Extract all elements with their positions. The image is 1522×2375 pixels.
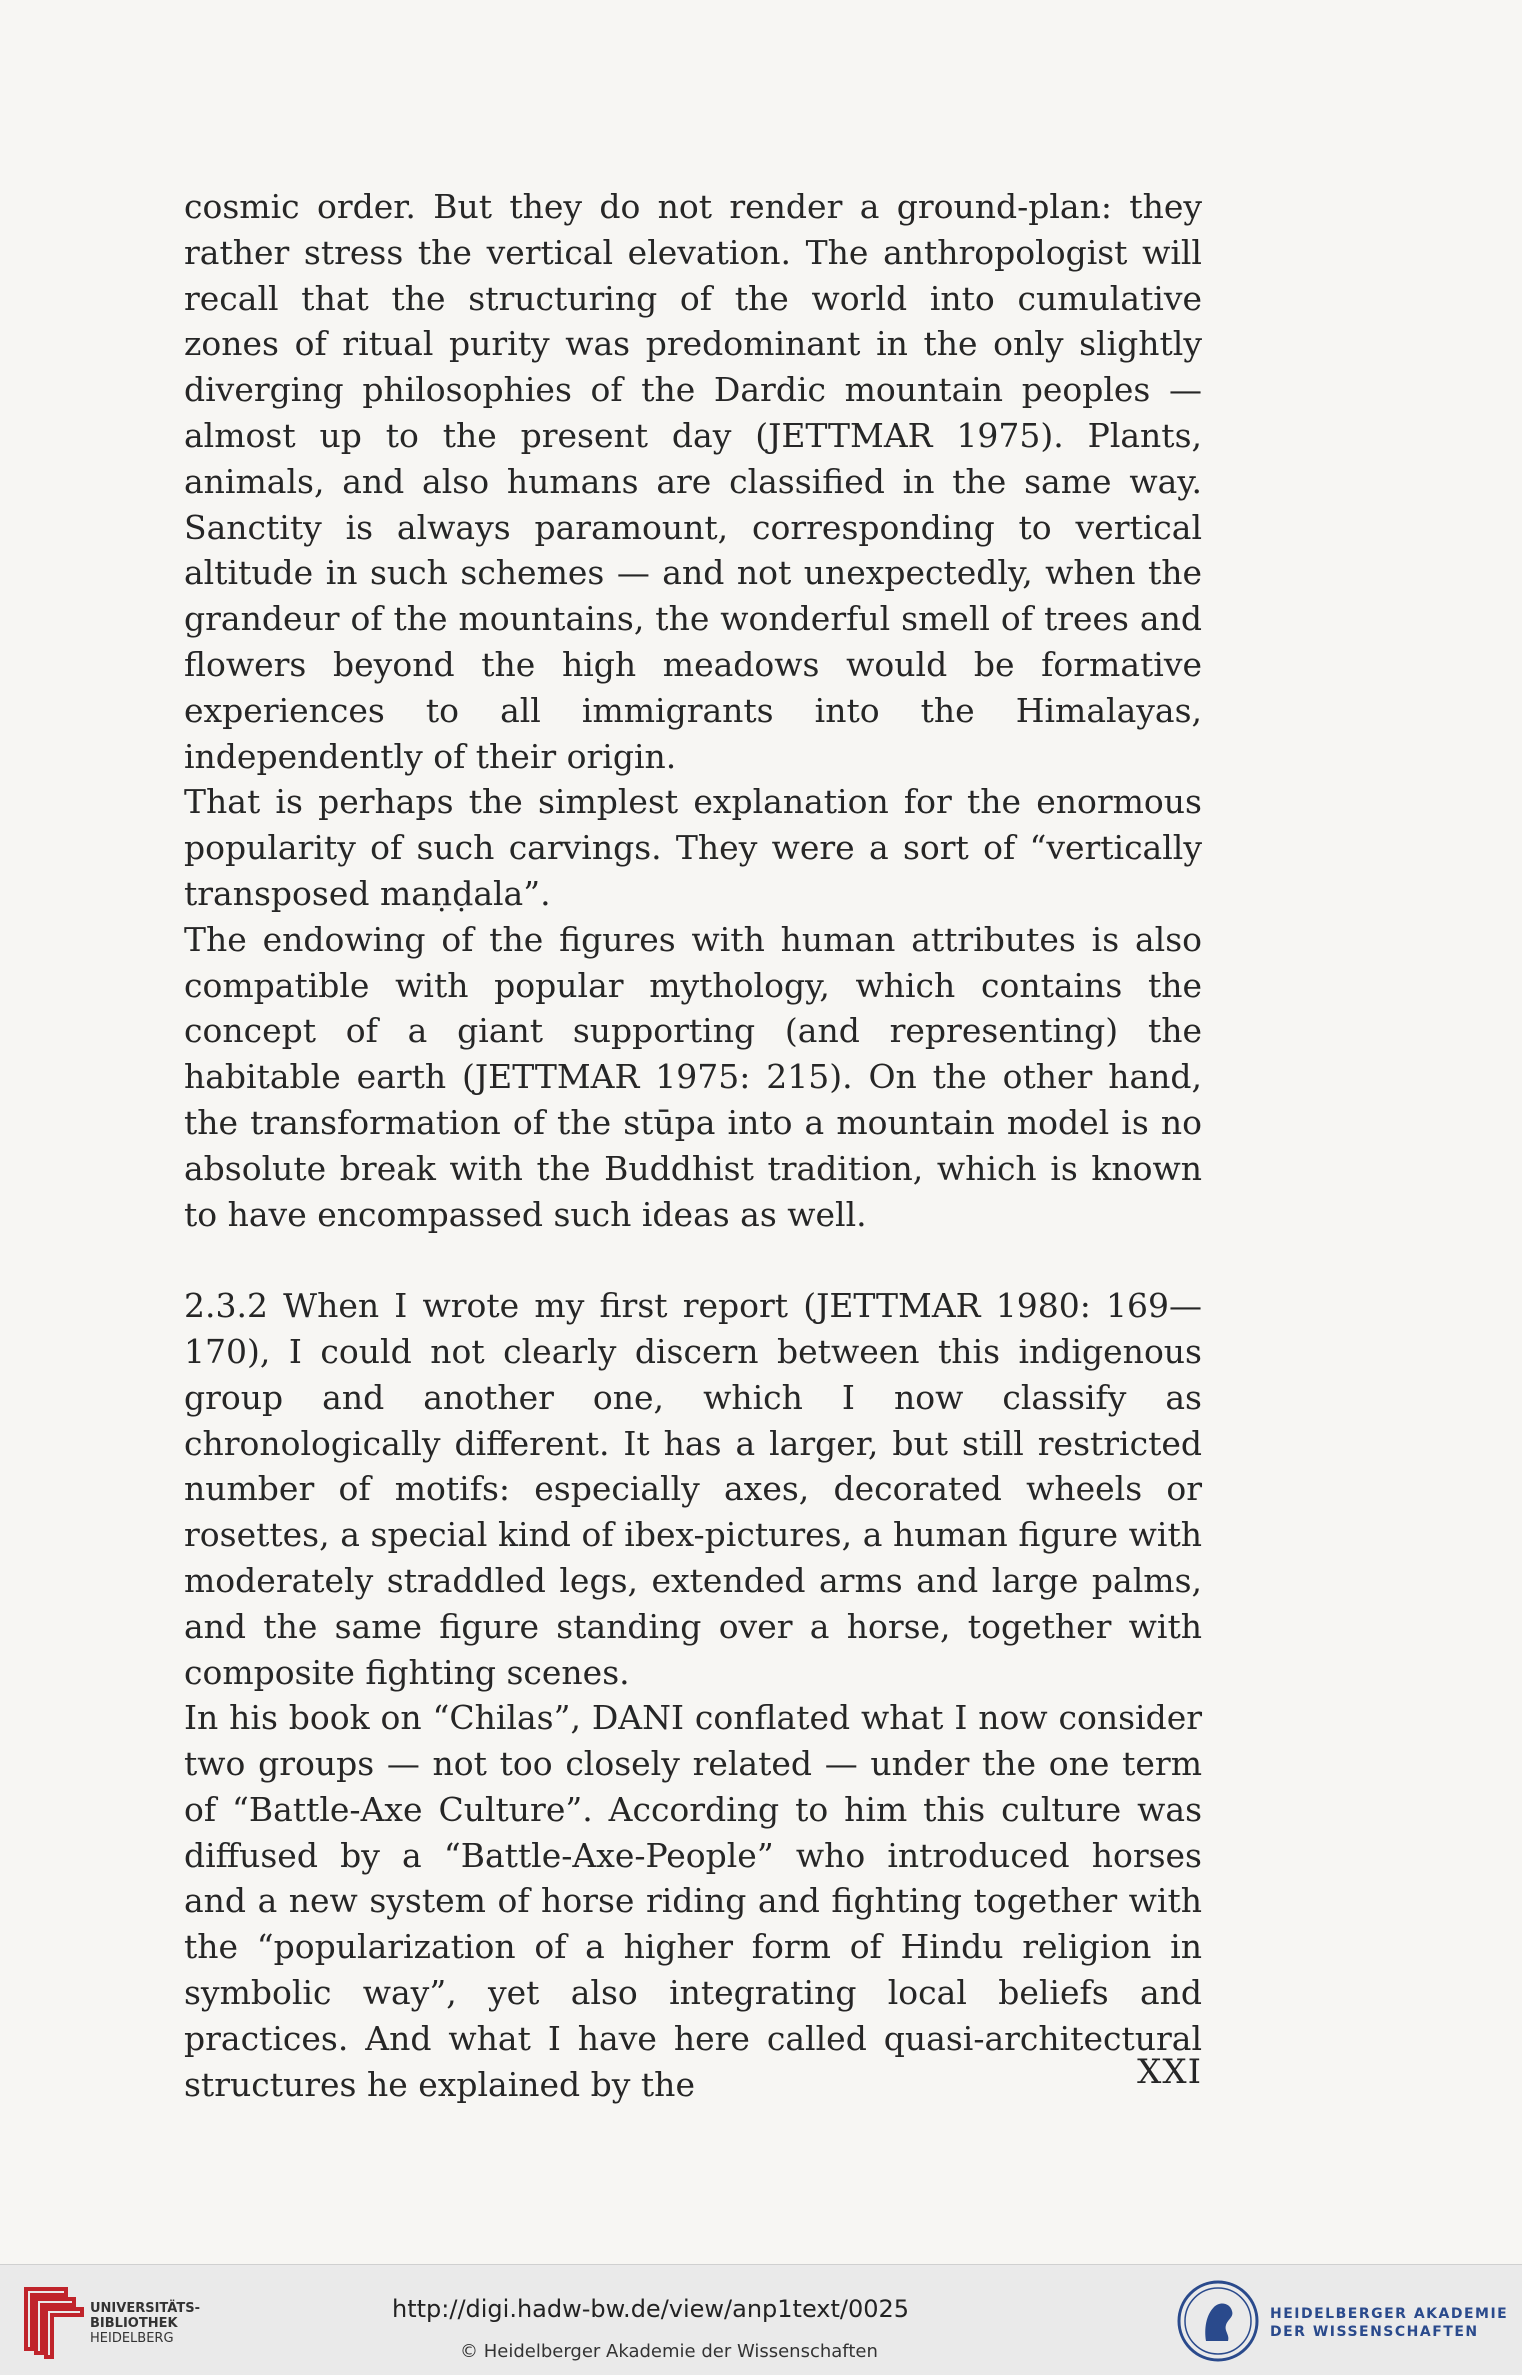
university-library-logo-icon xyxy=(18,2279,88,2359)
page-body xyxy=(184,184,1202,2107)
paragraph-3: The endowing of the figures with human attributes is also compatible with popular mythology, which contains the concept of a giant supporting (and representing) the habitable earth (JETTMAR 1975: 215). On the other hand, the transformation of the stūpa into a mountain model is no absolute break with the Buddhist tradition, which is known to have encompassed such ideas as well. xyxy=(184,919,1202,1234)
page-number: XXI xyxy=(1137,2052,1202,2092)
academy-seal-icon xyxy=(1176,2279,1260,2363)
paragraph-5: In his book on “Chilas”, DANI conflated what I now consider two groups — not too closely related — under the one term of “Battle-Axe Culture”. According to him this culture was diffused by a “Battle-Axe-People” who introduced horses and a new system of horse riding and fighting together with the “popularization of a higher form of Hindu religion in symbolic way”, yet also integrating local beliefs and practices. And what I have here called quasi-architectural structures he explained by the xyxy=(184,1698,1202,2104)
copyright-notice: © Heidelberger Akademie der Wissenschaften xyxy=(460,2341,878,2362)
university-library-label: UNIVERSITÄTS- BIBLIOTHEK HEIDELBERG xyxy=(90,2301,200,2346)
academy-label: HEIDELBERGER AKADEMIE DER WISSENSCHAFTEN xyxy=(1270,2306,1509,2340)
paragraph-4: 2.3.2 When I wrote my first report (JETTMAR 1980: 169—170), I could not clearly discern between this indigenous group and another one, which I now classify as chronologically different. It has a larger, but still restricted number of motifs: especially axes, decorated wheels or rosettes, a special kind of ibex-pictures, a human figure with moderately straddled legs, extended arms and large palms, and the same figure standing over a horse, together with composite fighting scenes. xyxy=(184,1286,1202,1692)
paragraph-1: cosmic order. But they do not render a ground-plan: they rather stress the vertical elevation. The anthropologist will recall that the structuring of the world into cumulative zones of ritual purity was predominant in the only slightly diverging philosophies of the Dardic mountain peoples — almost up to the present day (JETTMAR 1975). Plants, animals, and also humans are classified in the same way. Sanctity is always paramount, corresponding to vertical altitude in such schemes — and not unexpectedly, when the grandeur of the mountains, the wonderful smell of trees and flowers beyond the high meadows would be formative experiences to all immigrants into the Himalayas, independently of their origin. xyxy=(184,187,1202,776)
footer-bar xyxy=(0,2264,1522,2375)
paragraph-2: That is perhaps the simplest explanation for the enormous popularity of such carvings. They were a sort of “vertically transposed maṇḍala”. xyxy=(184,782,1202,913)
permalink-url[interactable]: http://digi.hadw-bw.de/view/anp1text/0025 xyxy=(392,2295,910,2323)
